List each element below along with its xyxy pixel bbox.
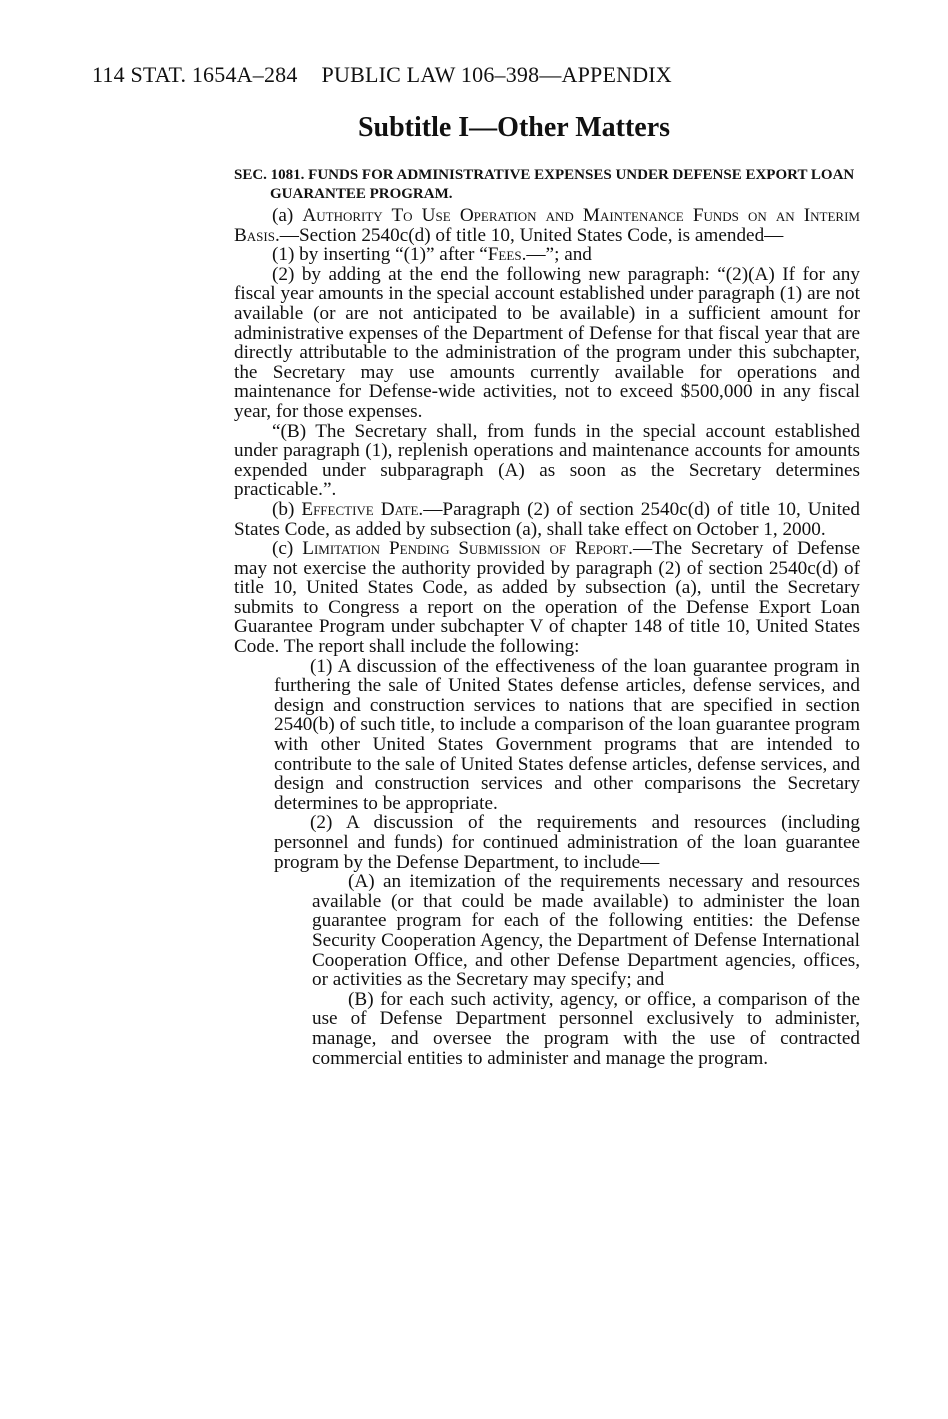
subsection-c: (c) Limitation Pending Submission of Report.—The Secretary of Defense may not exercise the authority provided by paragraph (2) of section 2540c(d) of title 10, United States Code, as added by subsection (a), until the Secretary submits to Congress a report on the operation of the Defense Export Loan Guarantee Program under subchapter V of chapter 148 of title 10, United States Code. The report shall include the following: — [234, 538, 860, 658]
page-reference: 114 STAT. 1654A–284 — [92, 62, 298, 87]
subsection-b-heading: Effective Date — [301, 498, 419, 520]
subsection-a-heading: Authority To Use Operation and Maintenance Funds on an Interim Basis — [234, 205, 860, 246]
subsection-a: (a) Authority To Use Operation and Maintenance Funds on an Interim Basis.—Section 2540c(d) of title 10, United States Code, is amended— — [234, 205, 860, 246]
document-body — [234, 166, 860, 1068]
paragraph-a2: (2) by adding at the end the following new paragraph: “(2)(A) If for any fiscal year amounts in the special account established under paragraph (1) are not available (or are not anticipated to be available) in a sufficient amount for administrative expenses of the Department of Defense for that fiscal year that are directly attributable to the administration of the program under this subchapter, the Secretary may use amounts currently available for operations and maintenance for Defense-wide activities, not to exceed $500,000 in any fiscal year, for those expenses. — [234, 263, 860, 422]
section-heading: SEC. 1081. FUNDS FOR ADMINISTRATIVE EXPENSES UNDER DEFENSE EXPORT LOAN GUARANTEE PROGRAM. — [234, 167, 855, 202]
subtitle-heading: Subtitle I—Other Matters — [357, 112, 671, 143]
running-header — [92, 62, 672, 88]
paragraph-a1: (1) by inserting “(1)” after “Fees.—”; and — [272, 244, 592, 266]
subsection-c-heading: Limitation Pending Submission of Report — [302, 538, 629, 560]
paragraph-c2: (2) A discussion of the requirements and resources (including personnel and funds) for continued administration of the loan guarantee program by the Defense Department, to include— — [274, 812, 860, 873]
paragraph-c1: (1) A discussion of the effectiveness of the loan guarantee program in furthering the sale of United States defense articles, defense services, and design and construction services to nations that are specified in section 2540(b) of such title, to include a comparison of the loan guarantee program with other United States Government programs that are intended to contribute to the sale of United States defense articles, defense services, and design and construction services and other comparisons the Secretary determines to be appropriate. — [274, 655, 860, 814]
subparagraph-c2-a: (A) an itemization of the requirements necessary and resources available (or that could be made available) to administer the loan guarantee program for each of the following entities: the Defense Security Cooperation Agency, the Department of Defense International Cooperation Office, and other Defense Department agencies, offices, or activities as the Secretary may specify; and — [312, 871, 860, 991]
law-title: PUBLIC LAW 106–398—APPENDIX — [321, 62, 672, 87]
paragraph-a2-b: “(B) The Secretary shall, from funds in the special account established under paragraph (1), replenish operations and maintenance accounts for amounts expended under subparagraph (A) as soon as the Secretary determines practicable.”. — [234, 420, 860, 501]
subsection-b: (b) Effective Date.—Paragraph (2) of section 2540c(d) of title 10, United States Code, as added by subsection (a), shall take effect on October 1, 2000. — [234, 498, 861, 540]
subparagraph-c2-b: (B) for each such activity, agency, or office, a comparison of the use of Defense Department personnel exclusively to administer, manage, and oversee the program with the use of contracted commercial entities to administer and manage the program. — [312, 988, 860, 1069]
